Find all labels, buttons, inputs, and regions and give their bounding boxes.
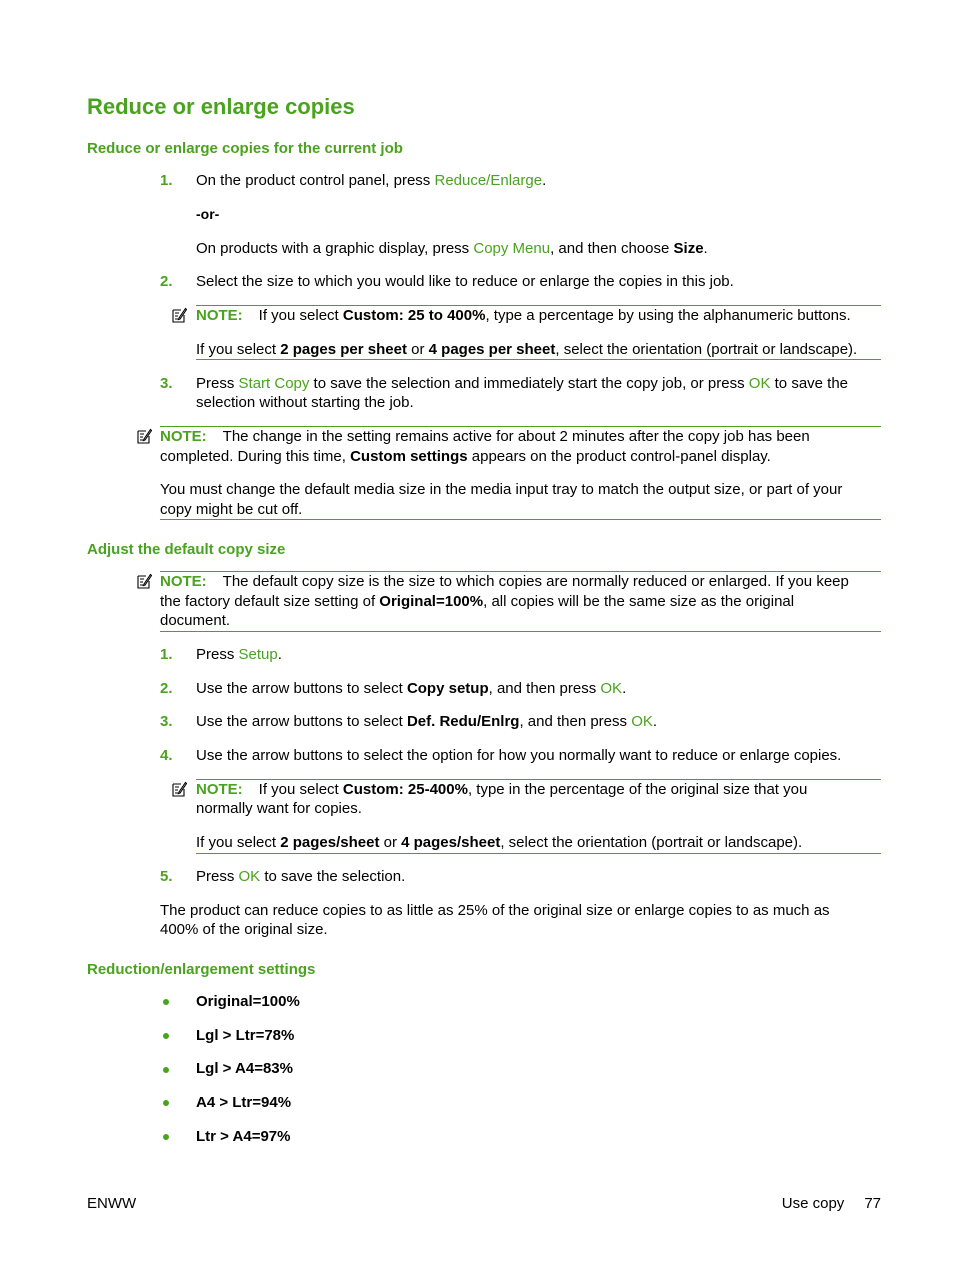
footer-section: Use copy xyxy=(781,1195,845,1212)
step-text: Use the arrow buttons to select Copy setup, and then press OK. xyxy=(196,680,627,697)
bullet-icon xyxy=(163,1033,169,1039)
step-text: Press Setup. xyxy=(196,646,282,663)
section-heading-default-size: Adjust the default copy size xyxy=(87,541,286,558)
list-item: Original=100% xyxy=(196,993,300,1010)
setup-ref: Setup xyxy=(238,646,278,663)
bullet-icon xyxy=(163,1067,169,1073)
note-text: NOTE: The default copy size is the size to which copies are normally reduced or enlarged. If you keep xyxy=(160,573,849,590)
step-number: 1. xyxy=(160,172,173,189)
note-icon xyxy=(136,428,152,444)
page-number: 77 xyxy=(864,1195,881,1212)
note-text: You must change the default media size in the media input tray to match the output size, or part of your xyxy=(160,481,843,498)
note-bottom-rule xyxy=(196,359,881,360)
ok-ref: OK xyxy=(631,713,653,730)
step-text: Press Start Copy to save the selection and immediately start the copy job, or press OK to save the xyxy=(196,375,849,392)
or-separator: -or- xyxy=(196,206,220,222)
step-text: On the product control panel, press Reduce/Enlarge. xyxy=(196,172,547,189)
note-text: NOTE: If you select Custom: 25 to 400%, type a percentage by using the alphanumeric buttons. xyxy=(196,307,851,324)
footer-right xyxy=(782,1194,881,1213)
note-text: the factory default size setting of Original=100%, all copies will be the same size as the original xyxy=(160,593,795,610)
note-text: NOTE: If you select Custom: 25-400%, type in the percentage of the original size that you xyxy=(196,781,808,798)
step-number: 1. xyxy=(160,646,173,663)
step-text: selection without starting the job. xyxy=(196,394,414,411)
step-number: 2. xyxy=(160,680,173,697)
ok-ref: OK xyxy=(238,868,261,885)
step-text-alt: On products with a graphic display, press Copy Menu, and then choose Size. xyxy=(196,240,708,257)
section-heading-settings: Reduction/enlargement settings xyxy=(87,961,316,978)
step-number: 4. xyxy=(160,747,173,764)
paragraph: The product can reduce copies to as little as 25% of the original size or enlarge copies to as much as xyxy=(160,902,830,919)
note-icon xyxy=(171,781,187,797)
list-item: Lgl > Ltr=78% xyxy=(196,1027,295,1044)
note-icon xyxy=(136,573,152,589)
step-number: 2. xyxy=(160,273,173,290)
list-item: Lgl > A4=83% xyxy=(196,1060,293,1077)
note-bottom-rule xyxy=(196,853,881,854)
reduce-enlarge-button-ref: Reduce/Enlarge xyxy=(434,172,543,189)
note-bottom-rule xyxy=(160,519,881,520)
note-text: normally want for copies. xyxy=(196,800,362,817)
note-text: document. xyxy=(160,612,231,629)
list-item: Ltr > A4=97% xyxy=(196,1128,291,1145)
bullet-icon xyxy=(163,999,169,1005)
step-text: Use the arrow buttons to select Def. Redu/Enlrg, and then press OK. xyxy=(196,713,658,730)
copy-menu-ref: Copy Menu xyxy=(473,240,551,257)
ok-ref: OK xyxy=(748,375,771,392)
bullet-icon xyxy=(163,1134,169,1140)
section-heading-current-job: Reduce or enlarge copies for the current job xyxy=(87,140,403,157)
step-number: 5. xyxy=(160,868,173,885)
paragraph: 400% of the original size. xyxy=(160,921,328,938)
note-text: completed. During this time, Custom settings appears on the product control-panel display. xyxy=(160,448,771,465)
bullet-icon xyxy=(163,1100,169,1106)
start-copy-ref: Start Copy xyxy=(238,375,310,392)
note-bottom-rule xyxy=(160,631,881,632)
note-text: If you select 2 pages/sheet or 4 pages/sheet, select the orientation (portrait or landscape). xyxy=(196,834,803,851)
footer-left: ENWW xyxy=(87,1195,137,1212)
note-text: copy might be cut off. xyxy=(160,501,303,518)
note-text: If you select 2 pages per sheet or 4 pages per sheet, select the orientation (portrait or landscape). xyxy=(196,341,858,358)
list-item: A4 > Ltr=94% xyxy=(196,1094,292,1111)
step-text: Press OK to save the selection. xyxy=(196,868,406,885)
step-text: Select the size to which you would like to reduce or enlarge the copies in this job. xyxy=(196,273,734,290)
ok-ref: OK xyxy=(600,680,623,697)
note-text: NOTE: The change in the setting remains active for about 2 minutes after the copy job has been xyxy=(160,428,810,445)
step-number: 3. xyxy=(160,713,173,730)
step-number: 3. xyxy=(160,375,173,392)
step-text: Use the arrow buttons to select the option for how you normally want to reduce or enlarge copies. xyxy=(196,747,842,764)
page-title: Reduce or enlarge copies xyxy=(87,94,355,119)
note-icon xyxy=(171,307,187,323)
